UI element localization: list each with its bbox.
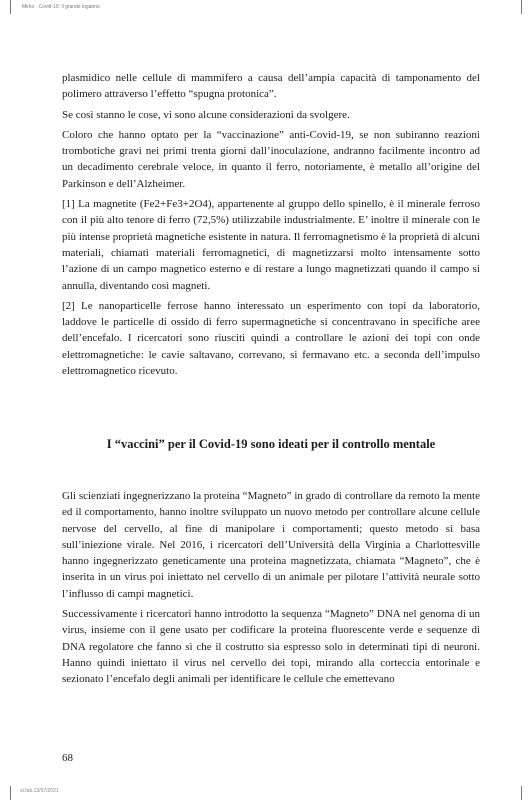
section-heading: I “vaccini” per il Covid-19 sono ideati per il controllo mentale <box>106 437 436 451</box>
footnote-2: [2] Le nanoparticelle ferrose hanno interessato un esperimento con topi da laboratorio, laddove le particelle di ossido di ferro supermagnetiche si concentravano in specifiche aree dell’encefalo. I ricercatori sono riusciti quindi a controllare le azioni dei topi con onde elettromagnetiche: le cavie saltavano, correvano, si fermavano etc. a seconda dell’impulso elettromagnetico ricevuto. <box>62 299 480 378</box>
crop-mark <box>10 0 11 14</box>
paragraph: Se così stanno le cose, vi sono alcune considerazioni da svolgere. <box>62 108 350 121</box>
paragraph: plasmidico nelle cellule di mammifero a causa dell’ampia capacità di tamponamento del polimero attraverso l’effetto “spugna protonica”. <box>62 72 480 101</box>
crop-mark <box>521 786 522 800</box>
footnote-1: [1] La magnetite (Fe2+Fe3+2O4), appartenente al gruppo dello spinello, è il minerale ferroso con il più alto tenore di ferro (72,5%) utilizzabile industrialmente. E’ inoltre il minerale con le più intense proprietà magnetiche esistente in natura. Il ferromagnetismo è la proprietà di alcuni materiali, chiamati materiali ferromagnetici, di magnetizzarsi molto intensamente sotto l’azione di un campo magnetico esterno e di restare a lungo magnetizzati quando il campo si annulla, diventando così magneti. <box>62 198 480 292</box>
crop-mark <box>10 786 11 800</box>
paragraph: Gli scienziati ingegnerizzano la proteina “Magneto” in grado di controllare da remoto la mente ed il comportamento, hanno inoltre sviluppato un nuovo metodo per controllare alcune cellule nervose del cervello, al fine di manipolare i comportamenti; questo metodo si basa sull’iniezione virale. Nel 2016, i ricercatori dell’Università della Virginia a Charlottesville hanno ingegnerizzato geneticamente una proteina magnetizzata, chiamata “Magneto”, che è inserita in un virus poi iniettato nel cervello di un animale per pilotare l’attività neurale sotto l’influsso di campi magnetici. <box>62 490 480 600</box>
text-block-top <box>62 70 480 383</box>
text-block-bottom <box>62 488 480 692</box>
page-number: 68 <box>62 752 73 764</box>
paragraph: Successivamente i ricercatori hanno introdotto la sequenza “Magneto” DNA nel genoma di un virus, insieme con il gene usato per codificare la proteina fluorescente verde e sequenze di DNA regolatore che fanno sì che il costrutto sia espresso solo in determinati tipi di neuroni. Hanno quindi iniettato il virus nel cervello dei topi, mirando alla corteccia entorinale e sezionato l’encefalo degli animali per identificare le cellule che emettevano <box>62 608 480 686</box>
running-header: Mirko · Covid-19: il grande inganno <box>22 4 100 10</box>
print-footer: st.fab.13/07/2021 <box>20 788 59 794</box>
crop-mark <box>521 0 522 14</box>
paragraph: Coloro che hanno optato per la “vaccinazione” anti-Covid-19, se non subiranno reazioni trombotiche gravi nei primi trenta giorni dall’inoculazione, andranno facilmente incontro ad un decadimento cerebrale veloce, in quanto il ferro, notoriamente, è metallo all’origine del Parkinson e dell’Alzheimer. <box>62 128 480 190</box>
